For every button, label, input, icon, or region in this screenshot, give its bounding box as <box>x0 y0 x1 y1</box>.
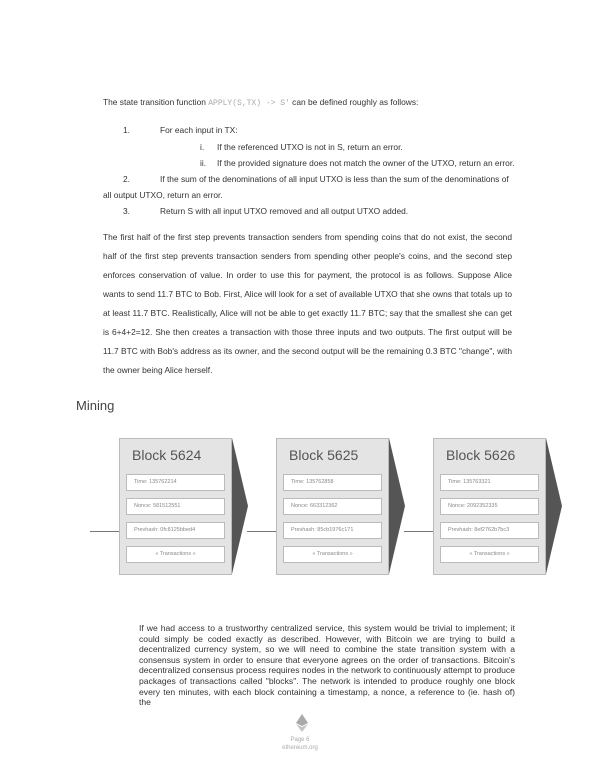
block-transactions: « Transactions » <box>283 546 382 563</box>
step-text: Return S with all input UTXO removed and all output UTXO added. <box>160 206 409 216</box>
block-title: Block 5626 <box>446 447 516 463</box>
step-number: 3. <box>123 206 130 216</box>
step-text-continued: all output UTXO, return an error. <box>103 190 223 200</box>
step-text: If the sum of the denominations of all input UTXO is less than the sum of the denominations of <box>160 174 509 184</box>
block-transactions: « Transactions » <box>126 546 225 563</box>
intro-text-end: can be defined roughly as follows: <box>289 97 419 107</box>
substep-number: i. <box>200 142 205 152</box>
block-title: Block 5624 <box>132 447 202 463</box>
intro-text: The state transition function <box>103 97 209 107</box>
block-time: Time: 135763321 <box>440 474 539 491</box>
block-title: Block 5625 <box>289 447 359 463</box>
substep-text: If the provided signature does not match the owner of the UTXO, return an error. <box>217 158 515 168</box>
block-5624 <box>119 438 232 575</box>
block-time: Time: 135762214 <box>126 474 225 491</box>
arrow-line <box>90 531 122 532</box>
substep-number: ii. <box>200 158 207 168</box>
step-number: 1. <box>123 125 130 135</box>
block-5626 <box>433 438 546 575</box>
arrow-line <box>247 531 277 532</box>
ethereum-logo-icon <box>296 714 308 732</box>
block-nonce: Nonce: 581512551 <box>126 498 225 515</box>
arrow-line <box>404 531 434 532</box>
block-transactions: « Transactions » <box>440 546 539 563</box>
paragraph-utxo: The first half of the first step prevents transaction senders from spending coins that do not exist, the second half of the first step prevents transaction senders from spending other people's coins, and the second step enforces conservation of value. In order to use this for payment, the protocol is as follows. Suppose Alice wants to send 11.7 BTC to Bob. First, Alice will look for a set of available UTXO that she owns that totals up to at least 11.7 BTC. Realistically, Alice will not be able to get exactly 11.7 BTC; say that the smallest she can get is 6+4+2=12. She then creates a transaction with those three inputs and two outputs. The first output will be 11.7 BTC with Bob's address as its owner, and the second output will be the remaining 0.3 BTC "change", with the owner being Alice herself. <box>103 232 512 375</box>
block-prevhash: Prevhash: 85cb1976c171 <box>283 522 382 539</box>
substep-text: If the referenced UTXO is not in S, return an error. <box>217 142 403 152</box>
block-shadow <box>232 438 248 574</box>
footer-site: ethereum.org <box>282 745 318 751</box>
page-number: Page 6 <box>290 737 310 743</box>
block-nonce: Nonce: 663312362 <box>283 498 382 515</box>
block-time: Time: 135762858 <box>283 474 382 491</box>
block-shadow <box>546 438 562 574</box>
section-heading: Mining <box>76 398 115 413</box>
intro-line <box>103 97 418 108</box>
block-prevhash: Prevhash: 0fc8125bbed4 <box>126 522 225 539</box>
step-text: For each input in TX: <box>160 125 238 135</box>
paragraph-mining: If we had access to a trustworthy centralized service, this system would be trivial to implement; it could simply be coded exactly as described. However, with Bitcoin we are trying to build a decentralized currency system, so we will need to combine the state transition system with a consensus system in order to ensure that everyone agrees on the order of transactions. Bitcoin's decentralized consensus process requires nodes in the network to continuously attempt to produce packages of transactions called "blocks". The network is intended to produce roughly one block every ten minutes, with each block containing a timestamp, a nonce, a reference to (ie. hash of) the <box>139 623 515 708</box>
block-prevhash: Prevhash: 8ef2762b7bc3 <box>440 522 539 539</box>
block-5625 <box>276 438 389 575</box>
code-snippet: APPLY(S,TX) -> S' <box>208 99 290 108</box>
step-number: 2. <box>123 174 130 184</box>
block-nonce: Nonce: 2092352335 <box>440 498 539 515</box>
block-shadow <box>389 438 405 574</box>
